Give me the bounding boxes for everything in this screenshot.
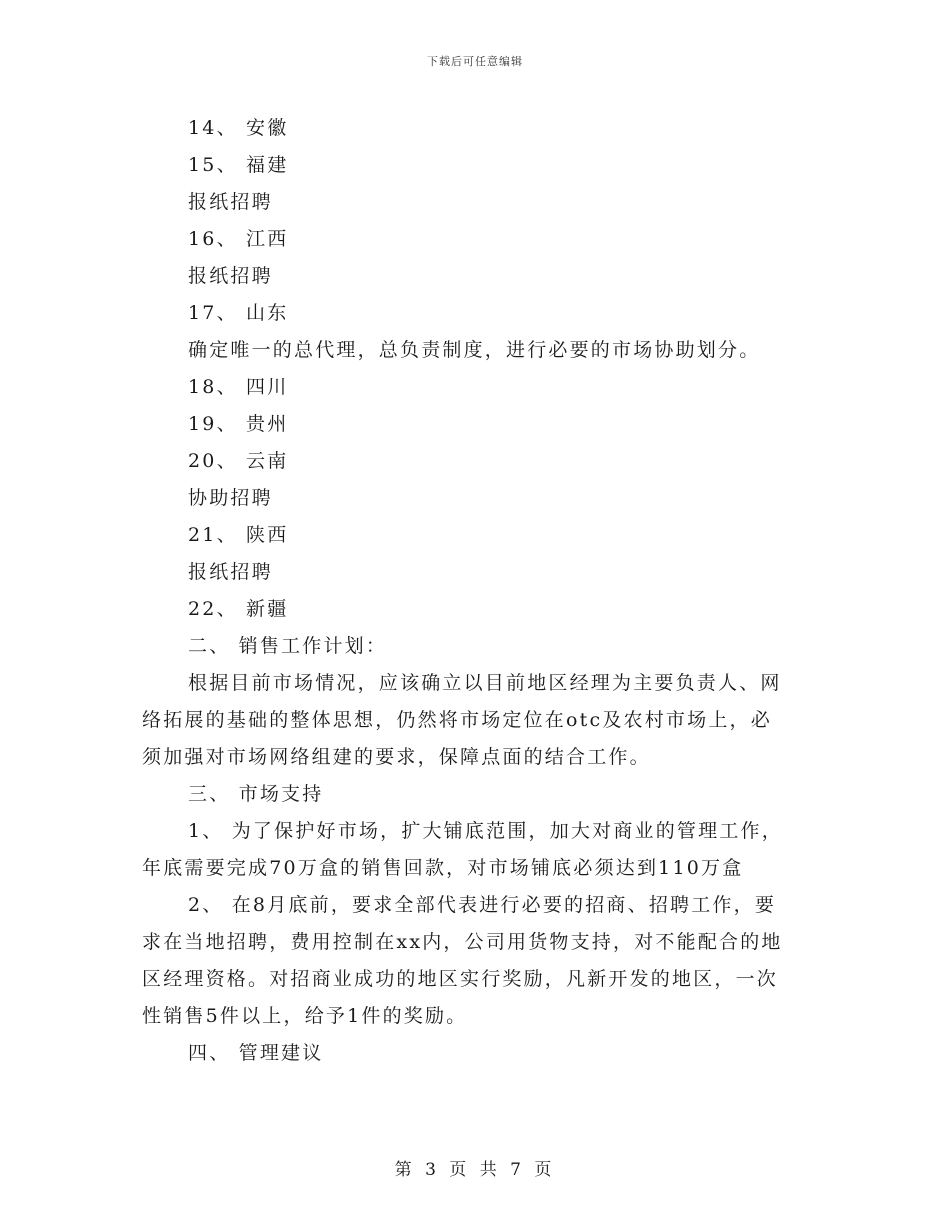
list-item-jiangxi: 16、 江西 xyxy=(188,228,289,250)
note-newspaper-recruit: 报纸招聘 xyxy=(188,191,273,213)
page-header: 下载后可任意编辑 xyxy=(427,55,523,68)
paragraph-line: 性销售5件以上，给予1件的奖励。 xyxy=(142,1005,468,1027)
document-body xyxy=(142,110,807,1072)
paragraph-line: 求在当地招聘，费用控制在xx内，公司用货物支持，对不能配合的地 xyxy=(142,931,783,953)
section-heading-management: 四、 管理建议 xyxy=(188,1042,324,1064)
list-item-anhui: 14、 安徽 xyxy=(188,117,289,139)
paragraph-line: 区经理资格。对招商业成功的地区实行奖励，凡新开发的地区，一次 xyxy=(142,968,779,990)
list-item-guizhou: 19、 贵州 xyxy=(188,413,289,435)
paragraph-line: 年底需要完成70万盒的销售回款，对市场铺底必须达到110万盒 xyxy=(142,857,744,879)
note-newspaper-recruit: 报纸招聘 xyxy=(188,265,273,287)
list-item-xinjiang: 22、 新疆 xyxy=(188,598,289,620)
list-item-fujian: 15、 福建 xyxy=(188,154,289,176)
note-assist-recruit: 协助招聘 xyxy=(188,487,273,509)
list-item-sichuan: 18、 四川 xyxy=(188,376,289,398)
paragraph-line: 络拓展的基础的整体思想，仍然将市场定位在otc及农村市场上，必 xyxy=(142,709,772,731)
note-newspaper-recruit: 报纸招聘 xyxy=(188,561,273,583)
paragraph-line: 根据目前市场情况，应该确立以目前地区经理为主要负责人、网 xyxy=(188,672,782,694)
paragraph-line: 须加强对市场网络组建的要求，保障点面的结合工作。 xyxy=(142,746,651,768)
list-item-yunnan: 20、 云南 xyxy=(188,450,289,472)
page-number: 第 3 页 共 7 页 xyxy=(394,1160,556,1180)
paragraph-line: 2、 在8月底前，要求全部代表进行必要的招商、招聘工作，要 xyxy=(188,894,777,916)
section-heading-sales-plan: 二、 销售工作计划： xyxy=(188,635,388,657)
list-item-shandong: 17、 山东 xyxy=(188,302,289,324)
note-sole-agent: 确定唯一的总代理，总负责制度，进行必要的市场协助划分。 xyxy=(188,339,761,361)
list-item-shaanxi: 21、 陕西 xyxy=(188,524,289,546)
paragraph-line: 1、 为了保护好市场，扩大铺底范围，加大对商业的管理工作， xyxy=(188,820,783,842)
section-heading-market-support: 三、 市场支持 xyxy=(188,783,324,805)
